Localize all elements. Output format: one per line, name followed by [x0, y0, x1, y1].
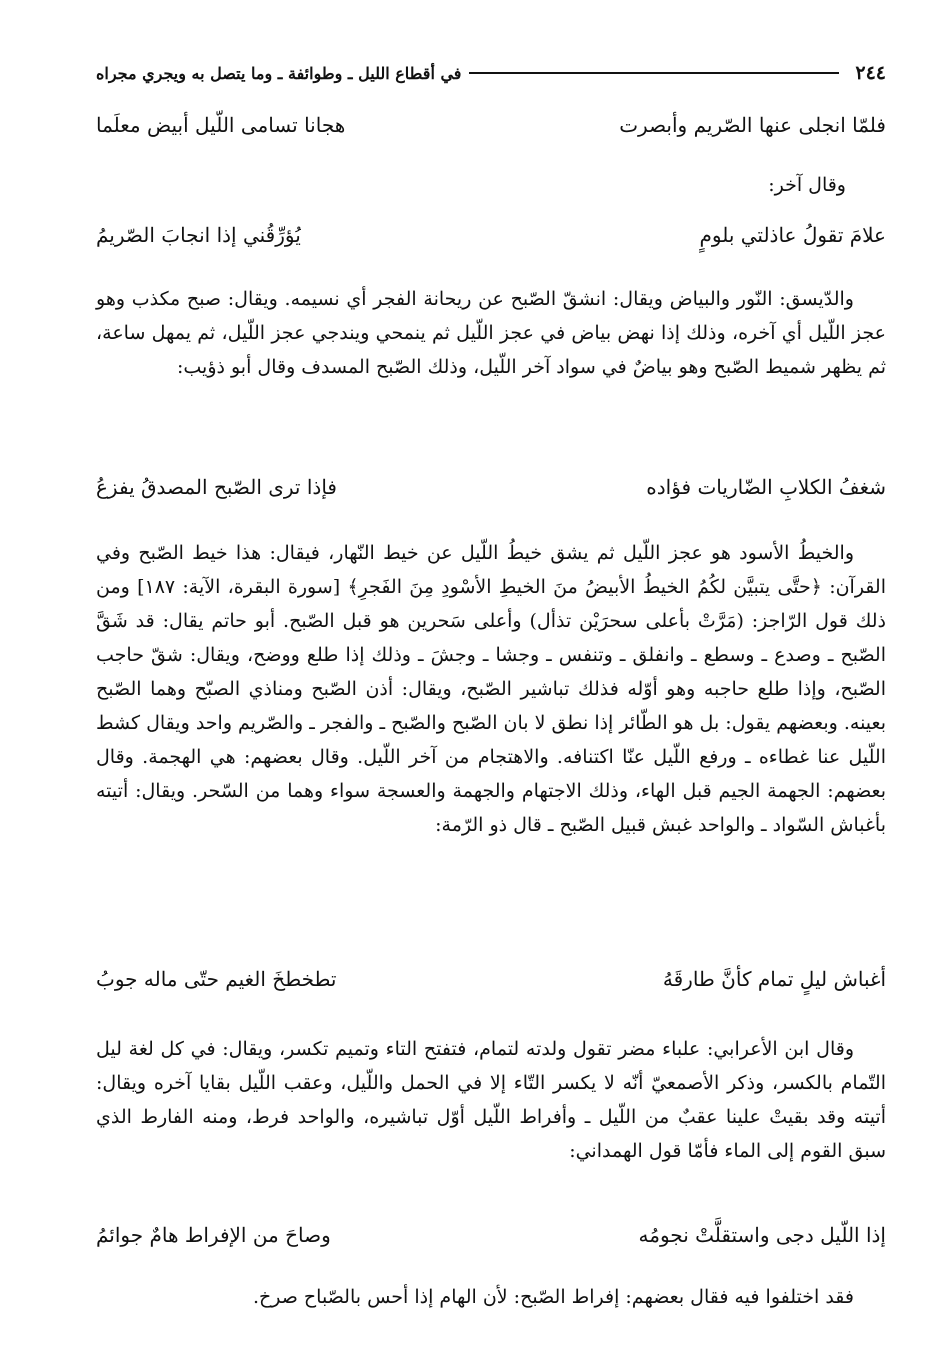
paragraph: والخيطُ الأسود هو عجز اللّيل ثم يشق خيطُ اللّيل عن خيط النّهار، فيقال: هذا خيط الصّبح وفي القرآن: ﴿حتَّى يتبيَّن لكُمُ الخيطُ الأبيضُ منَ الخيطِ الأسْودِ مِنَ الفَجرِ﴾ [سورة البقرة، الآية: ١٨٧] ومن ذلك قول الرّاجز: (مَرَّتْ بأعلى سحرَيْن تذأل) وأعلى سَحرين هو قبل الصّبح. أبو حاتم يقال: قد شَقَّ الصّبح ـ وصدع ـ وسطع ـ وانفلق ـ وتنفس ـ وجشا ـ وجشَ ـ وذلك إذا طلع ووضح، ويقال: شقّ حاجب الصّبح، وإذا طلع حاجبه وهو أوّله فذلك تباشير الصّبح، ويقال: أذن الصّبح ومناذي الصبّح وهما الصّبح بعينه. وبعضهم يقول: بل هو الطّائر إذا نطق لا بان الصّبح والصّبح ـ والفجر ـ والصّريم واحد ويقال كشط اللّيل عنا غطاءه ـ ورفع اللّيل عنّا اكتنافه. والاهتجام من آخر اللّيل. وقال بعضهم: هي الهجمة. وقال بعضهم: الجهمة الجيم قبل الهاء، وذلك الاجتهام والجهمة والعسجة سواء وهما من السّحر. ويقال: أتيته بأغباش السّواد ـ والواحد غبش قبيل الصّبح ـ قال ذو الرّمة: — [96, 542, 886, 836]
verse-second-hemistich: تطخطخَ الغيم حتّى ماله جوبُ — [96, 967, 337, 991]
running-title: في أقطاع الليل ـ وطوائفة ـ وما يتصل به ويجري مجراه — [96, 63, 462, 83]
verse-second-hemistich: هجانا تسامى اللّيل أبيض معلَما — [96, 113, 346, 137]
verse-first-hemistich: علامَ تقولُ عاذلتي بلومٍ — [699, 223, 886, 247]
verse-line — [96, 220, 886, 250]
verse-line — [96, 472, 886, 502]
page-header — [96, 58, 886, 88]
paragraph: والدّيسق: النّور والبياض ويقال: انشقّ الصّبح عن ريحانة الفجر أي نسيمه. ويقال: صبح مكذب وهو عجز اللّيل أي آخره، وذلك إذا نهض بياض في عجز اللّيل ثم ينمحي ويندجي عجز اللّيل، ثم يمهل ساعة، ثم يظهر شميط الصّبح وهو بياضٌ في سواد آخر اللّيل، وذلك الصّبح المسدف وقال أبو ذؤيب: — [96, 288, 886, 378]
verse-line — [96, 110, 886, 140]
paragraph: وقال ابن الأعرابي: علباء مضر تقول ولدته لتمام، فتفتح التاء وتميم تكسر، ويقال: في كل لغة ليل التّمام بالكسر، وذكر الأصمعيّ أنّه لا يكسر التّاء إلا في الحمل واللّيل، وعقب اللّيل بقايا آخره ويقال: أتيته وقد بقيتْ علينا عقبٌ من اللّيل ـ وأفراط اللّيل أوّل تباشيره، والواحد فرط، ومنه الفارط الذي سبق القوم إلى الماء فأمّا قول الهمداني: — [96, 1038, 886, 1162]
book-page — [96, 52, 886, 1332]
verse-line — [96, 1220, 886, 1250]
verse-second-hemistich: وصاحَ من الإفراط هامٌ جوائمُ — [96, 1223, 331, 1247]
header-rule — [469, 72, 839, 74]
paragraph: فقد اختلفوا فيه فقال بعضهم: إفراط الصّبح: لأن الهام إذا أحس بالصّباح صرخ. — [252, 1286, 854, 1308]
verse-line — [96, 964, 886, 994]
verse-first-hemistich: شغفُ الكلابِ الضّاريات فؤاده — [646, 475, 886, 499]
verse-first-hemistich: إذا اللّيل دجى واستقلَّتْ نجومُه — [638, 1223, 886, 1247]
attribution-line: وقال آخر: — [768, 174, 846, 196]
verse-first-hemistich: فلمّا انجلى عنها الصّريم وأبصرت — [619, 113, 886, 137]
verse-second-hemistich: فإذا ترى الصّبح المصدقُ يفزعُ — [96, 475, 337, 499]
verse-first-hemistich: أغباش ليلٍ تمام كأنَّ طارقَهُ — [662, 967, 886, 991]
verse-second-hemistich: يُؤرِّقُني إذا انجابَ الصّريمُ — [96, 223, 301, 247]
page-number: ٢٤٤ — [855, 62, 886, 84]
